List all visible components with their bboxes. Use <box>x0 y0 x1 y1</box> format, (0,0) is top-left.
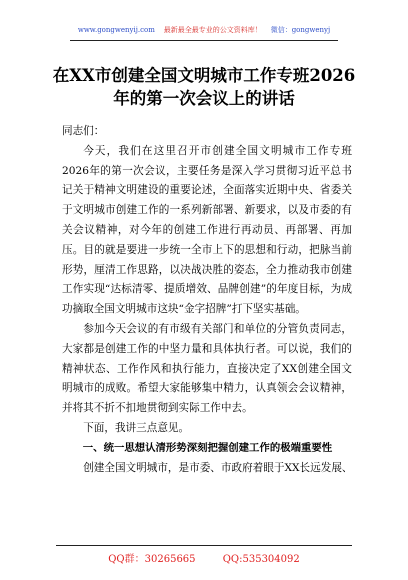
paragraph-2: 参加今天会议的有市级有关部门和单位的分管负责同志，大家都是创建工作的中坚力量和具体执行者。可以说，我们的精神状态、工作作风和执行能力，直接决定了XX创建全国文明城市的成败。希望大家能够集中精力，认真领会会议精神，并将其不折不扣地贯彻到实际工作中去。 <box>62 322 352 415</box>
site-slogan: 最新最全最专业的公文资料库！ <box>163 26 262 34</box>
document-title <box>20 64 388 110</box>
header-divider <box>70 40 338 41</box>
title-line-2: 年的第一次会议上的讲话 <box>113 89 295 108</box>
salutation: 同志们： <box>62 125 105 137</box>
title-line-1: 在XX市创建全国文明城市工作专班2026 <box>52 66 356 85</box>
footer-divider <box>56 545 352 546</box>
qq-contact: QQ:535304092 <box>222 554 300 565</box>
paragraph-3: 下面，我讲三点意见。 <box>83 421 190 434</box>
section-heading-1: 一、统一思想认清形势深刻把握创建工作的极端重要性 <box>82 441 333 454</box>
document-body <box>62 122 352 478</box>
qq-group: QQ群：30265665 <box>108 554 196 565</box>
page-header <box>0 26 408 35</box>
page-footer <box>0 550 408 565</box>
paragraph-1: 今天，我们在这里召开市创建全国文明城市工作专班2026年的第一次会议，主要任务是深入学习贯彻习近平总书记关于精神文明建设的重要论述，全面落实近期中央、省委关于文明城市创建工作的一系列新部署、新要求，以及市委的有关会议精神，对今年的创建工作进行再动员、再部署、再加压。目的就是要进一步统一全市上下的思想和行动，把脉当前形势，厘清工作思路，以决战决胜的姿态，全力推动我市创建工作实现“达标清零、提质增效、品牌创建”的年度目标，为成功摘取全国文明城市这块“金字招牌”打下坚实基础。 <box>62 144 352 316</box>
paragraph-4: 创建全国文明城市，是市委、市政府着眼于XX长远发展、 <box>83 461 353 474</box>
wechat-id: 微信：gongwenyj <box>270 26 331 34</box>
site-url[interactable]: www.gongwenyij.com <box>77 26 155 34</box>
